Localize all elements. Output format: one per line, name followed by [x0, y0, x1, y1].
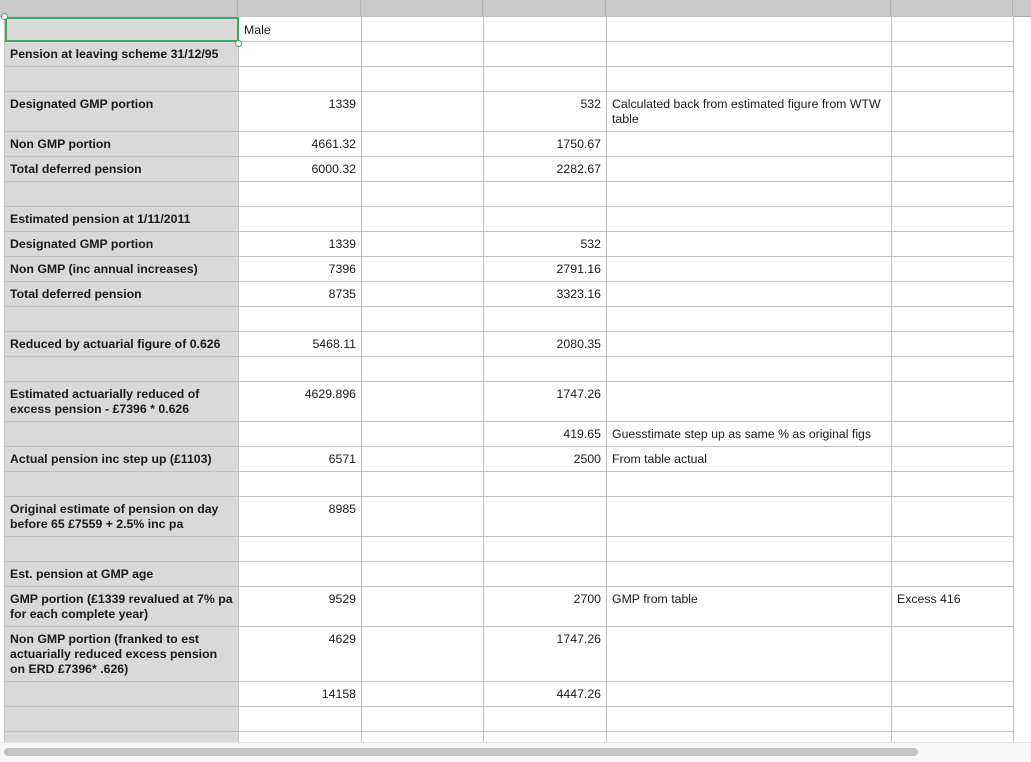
cell[interactable] — [892, 307, 1014, 332]
cell[interactable] — [362, 232, 484, 257]
cell[interactable]: Original estimate of pension on day before 65 £7559 + 2.5% inc pa — [5, 497, 239, 537]
cell[interactable]: 532 — [484, 232, 607, 257]
cell[interactable] — [607, 207, 892, 232]
cell[interactable] — [892, 132, 1014, 157]
cell[interactable] — [892, 707, 1014, 732]
cell[interactable] — [892, 42, 1014, 67]
cell[interactable]: Calculated back from estimated figure from WTW table — [607, 92, 892, 132]
cell[interactable] — [239, 422, 362, 447]
cell[interactable]: 1747.26 — [484, 627, 607, 682]
table-row — [5, 332, 1014, 357]
cell[interactable]: 6000.32 — [239, 157, 362, 182]
cell[interactable] — [607, 42, 892, 67]
cell[interactable]: 8735 — [239, 282, 362, 307]
table-row — [5, 17, 1014, 42]
table-row — [5, 707, 1014, 732]
cell[interactable]: 5468.11 — [239, 332, 362, 357]
cell[interactable] — [607, 497, 892, 537]
cell[interactable] — [362, 382, 484, 422]
table-row — [5, 42, 1014, 67]
cell[interactable] — [607, 257, 892, 282]
table-row — [5, 627, 1014, 682]
cell[interactable] — [892, 682, 1014, 707]
cell[interactable] — [362, 357, 484, 382]
cell[interactable]: Total deferred pension — [5, 157, 239, 182]
cell[interactable] — [892, 447, 1014, 472]
cell[interactable] — [484, 472, 607, 497]
cell[interactable] — [362, 182, 484, 207]
cell[interactable] — [362, 157, 484, 182]
cell[interactable] — [239, 307, 362, 332]
cell[interactable] — [892, 17, 1014, 42]
cell[interactable] — [5, 67, 239, 92]
column-header-bar[interactable] — [0, 0, 1031, 17]
cell[interactable]: 9529 — [239, 587, 362, 627]
cell[interactable] — [607, 627, 892, 682]
table-row — [5, 497, 1014, 537]
scrollbar-thumb[interactable] — [4, 748, 918, 756]
cell[interactable] — [362, 587, 484, 627]
cell[interactable] — [892, 207, 1014, 232]
cell[interactable] — [484, 182, 607, 207]
cell[interactable] — [607, 537, 892, 562]
cell[interactable]: 4629 — [239, 627, 362, 682]
cell[interactable]: Non GMP (inc annual increases) — [5, 257, 239, 282]
cell[interactable]: GMP from table — [607, 587, 892, 627]
cell[interactable] — [362, 627, 484, 682]
table-row — [5, 447, 1014, 472]
cell[interactable] — [892, 627, 1014, 682]
cell[interactable] — [892, 282, 1014, 307]
table-row — [5, 537, 1014, 562]
cell[interactable] — [892, 537, 1014, 562]
cell[interactable] — [892, 182, 1014, 207]
cell[interactable] — [362, 497, 484, 537]
cell[interactable] — [362, 537, 484, 562]
cell[interactable]: 4447.26 — [484, 682, 607, 707]
cell[interactable]: Pension at leaving scheme 31/12/95 — [5, 42, 239, 67]
cell[interactable] — [484, 497, 607, 537]
cell[interactable]: 8985 — [239, 497, 362, 537]
table-row — [5, 92, 1014, 132]
cell[interactable] — [239, 472, 362, 497]
cell[interactable]: 6571 — [239, 447, 362, 472]
cell[interactable] — [362, 422, 484, 447]
cell[interactable]: 3323.16 — [484, 282, 607, 307]
selection-handle-top-left[interactable] — [1, 13, 8, 20]
cell[interactable] — [607, 17, 892, 42]
cell[interactable] — [484, 42, 607, 67]
cell[interactable] — [892, 357, 1014, 382]
cell[interactable]: 2080.35 — [484, 332, 607, 357]
cell[interactable] — [362, 472, 484, 497]
cell[interactable] — [239, 562, 362, 587]
table-row — [5, 587, 1014, 627]
cell[interactable]: Reduced by actuarial figure of 0.626 — [5, 332, 239, 357]
horizontal-scrollbar[interactable] — [0, 742, 1031, 762]
cell[interactable] — [892, 92, 1014, 132]
cell[interactable] — [5, 307, 239, 332]
cell[interactable] — [484, 67, 607, 92]
cell[interactable]: 1747.26 — [484, 382, 607, 422]
cell[interactable] — [239, 537, 362, 562]
cell[interactable] — [892, 562, 1014, 587]
cell[interactable]: 2282.67 — [484, 157, 607, 182]
cell[interactable] — [362, 682, 484, 707]
cell[interactable]: Non GMP portion — [5, 132, 239, 157]
table-row — [5, 307, 1014, 332]
cell[interactable]: Est. pension at GMP age — [5, 562, 239, 587]
cell[interactable] — [892, 472, 1014, 497]
table-row — [5, 357, 1014, 382]
cell[interactable] — [892, 382, 1014, 422]
cell[interactable] — [5, 357, 239, 382]
cell[interactable]: Estimated actuarially reduced of excess pension - £7396 * 0.626 — [5, 382, 239, 422]
cell[interactable] — [607, 472, 892, 497]
cell[interactable]: Designated GMP portion — [5, 232, 239, 257]
table-row — [5, 282, 1014, 307]
cell[interactable] — [484, 562, 607, 587]
table-row — [5, 232, 1014, 257]
cell[interactable] — [607, 562, 892, 587]
table-row — [5, 67, 1014, 92]
cell[interactable]: Excess 416 — [892, 587, 1014, 627]
cell[interactable] — [239, 357, 362, 382]
cell[interactable] — [239, 182, 362, 207]
cell[interactable]: 1339 — [239, 92, 362, 132]
cell[interactable] — [362, 207, 484, 232]
cell[interactable] — [607, 332, 892, 357]
cell[interactable] — [607, 132, 892, 157]
cell[interactable]: Estimated pension at 1/11/2011 — [5, 207, 239, 232]
table-row — [5, 157, 1014, 182]
cell[interactable] — [5, 182, 239, 207]
cell[interactable] — [607, 157, 892, 182]
table-row — [5, 132, 1014, 157]
cell[interactable]: 4629.896 — [239, 382, 362, 422]
cell[interactable] — [362, 447, 484, 472]
cell[interactable]: 4661.32 — [239, 132, 362, 157]
cell[interactable] — [5, 17, 239, 42]
cell[interactable]: 1750.67 — [484, 132, 607, 157]
cell[interactable]: 2500 — [484, 447, 607, 472]
cell[interactable] — [892, 257, 1014, 282]
cell[interactable]: From table actual — [607, 447, 892, 472]
table-row — [5, 472, 1014, 497]
cell[interactable] — [607, 307, 892, 332]
table-row — [5, 422, 1014, 447]
cell[interactable] — [892, 232, 1014, 257]
cell[interactable] — [484, 207, 607, 232]
cell[interactable]: GMP portion (£1339 revalued at 7% pa for each complete year) — [5, 587, 239, 627]
cell[interactable]: 14158 — [239, 682, 362, 707]
table-row — [5, 682, 1014, 707]
table-row — [5, 382, 1014, 422]
cell[interactable] — [607, 232, 892, 257]
cell[interactable]: Non GMP portion (franked to est actuarially reduced excess pension on ERD £7396* .626) — [5, 627, 239, 682]
cell[interactable]: 2791.16 — [484, 257, 607, 282]
cell[interactable] — [362, 132, 484, 157]
cell[interactable]: Guesstimate step up as same % as original figs — [607, 422, 892, 447]
cell[interactable] — [607, 682, 892, 707]
cell[interactable]: Total deferred pension — [5, 282, 239, 307]
cell[interactable] — [484, 537, 607, 562]
cell[interactable] — [892, 157, 1014, 182]
cell[interactable] — [362, 562, 484, 587]
cell[interactable] — [362, 307, 484, 332]
cell[interactable]: Male — [239, 17, 362, 42]
cell[interactable]: 2700 — [484, 587, 607, 627]
cell[interactable] — [607, 182, 892, 207]
cell[interactable] — [607, 67, 892, 92]
cell[interactable] — [362, 282, 484, 307]
cell[interactable] — [362, 67, 484, 92]
cell[interactable] — [362, 257, 484, 282]
cell[interactable]: Designated GMP portion — [5, 92, 239, 132]
selection-handle-bottom-right[interactable] — [235, 40, 242, 47]
cell[interactable] — [5, 682, 239, 707]
cell[interactable]: 1339 — [239, 232, 362, 257]
cell[interactable] — [607, 282, 892, 307]
table-row — [5, 182, 1014, 207]
cell[interactable] — [239, 67, 362, 92]
cell[interactable] — [892, 422, 1014, 447]
cell[interactable] — [484, 357, 607, 382]
table-row — [5, 562, 1014, 587]
cell[interactable] — [892, 497, 1014, 537]
cell[interactable] — [892, 67, 1014, 92]
cell[interactable] — [484, 307, 607, 332]
cell[interactable] — [607, 357, 892, 382]
cell[interactable] — [362, 707, 484, 732]
cell[interactable] — [5, 472, 239, 497]
cell[interactable] — [362, 332, 484, 357]
cell[interactable] — [362, 92, 484, 132]
cell[interactable]: 7396 — [239, 257, 362, 282]
cell[interactable] — [484, 707, 607, 732]
cell[interactable]: 532 — [484, 92, 607, 132]
cell[interactable] — [362, 17, 484, 42]
table-row — [5, 257, 1014, 282]
cell[interactable]: Actual pension inc step up (£1103) — [5, 447, 239, 472]
cell[interactable] — [239, 707, 362, 732]
cell[interactable] — [607, 707, 892, 732]
cell[interactable] — [5, 422, 239, 447]
cell[interactable] — [484, 17, 607, 42]
spreadsheet-grid[interactable] — [4, 16, 1014, 757]
cell[interactable] — [607, 382, 892, 422]
cell[interactable] — [239, 42, 362, 67]
cell[interactable] — [362, 42, 484, 67]
cell[interactable] — [892, 332, 1014, 357]
cell[interactable]: 419.65 — [484, 422, 607, 447]
cell[interactable] — [239, 207, 362, 232]
table-row — [5, 207, 1014, 232]
cell[interactable] — [5, 537, 239, 562]
cell[interactable] — [5, 707, 239, 732]
